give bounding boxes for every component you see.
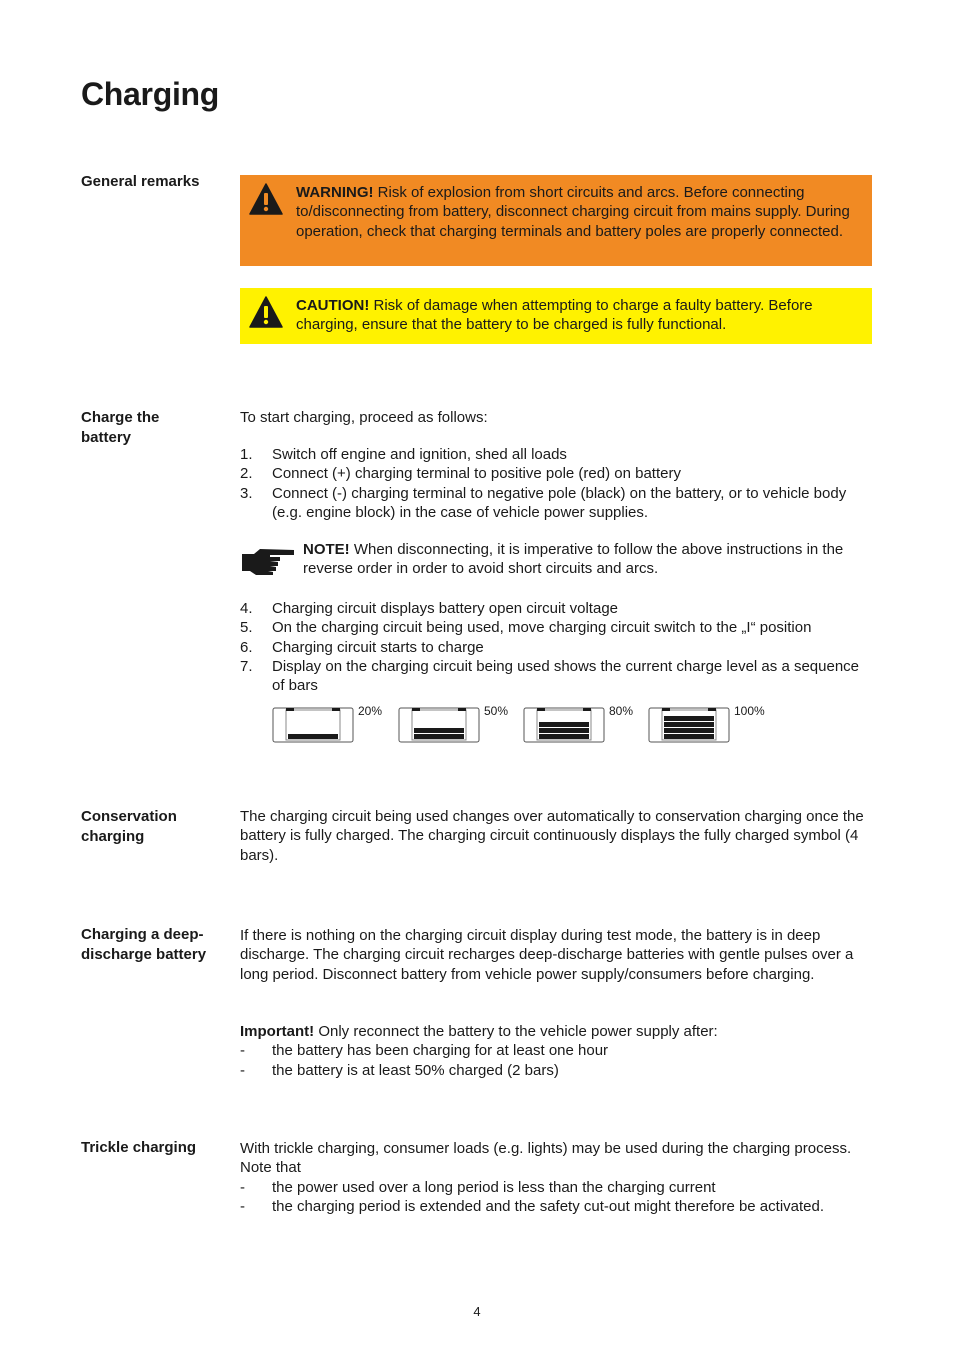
battery-terminal	[412, 708, 420, 711]
steps-list-b	[240, 599, 870, 695]
battery-icon	[398, 707, 480, 743]
caution-triangle-icon	[249, 296, 283, 328]
pointing-hand-icon	[240, 544, 296, 578]
warning-lead: WARNING!	[296, 184, 374, 201]
trickle-text: With trickle charging, consumer loads (e.g. lights) may be used during the charging process. Note that	[240, 1140, 852, 1177]
important-text: Only reconnect the battery to the vehicle power supply after:	[314, 1023, 718, 1040]
warning-text: Risk of explosion from short circuits and arcs. Before connecting to/disconnecting from battery, disconnect charging circuit from mains supply. During operation, check that charging terminals and battery poles are properly connected.	[296, 184, 850, 240]
battery-terminal	[286, 708, 294, 711]
charge-bar	[288, 734, 338, 739]
list-item: - the charging period is extended and the safety cut-out might therefore be activated.	[240, 1197, 825, 1215]
charge-bar	[664, 728, 714, 733]
list-item: 5. On the charging circuit being used, move charging circuit switch to the „I“ position	[240, 619, 812, 637]
steps-list-a	[240, 445, 870, 522]
battery-level-label: 20%	[358, 704, 383, 718]
charge-bar	[414, 734, 464, 739]
list-item: - the power used over a long period is less than the charging current	[240, 1178, 716, 1196]
battery-level-20	[272, 704, 392, 746]
caution-text: Risk of damage when attempting to charge a faulty battery. Before charging, ensure that the battery to be charged is fully functional.	[296, 297, 813, 334]
warning-triangle-icon	[249, 183, 283, 215]
section-label-charge: Charge the battery	[81, 409, 160, 446]
section-label-conservation: Conservation charging	[81, 808, 177, 845]
charge-level-icons	[272, 704, 832, 746]
battery-terminal	[537, 708, 545, 711]
caution-lead: CAUTION!	[296, 297, 370, 314]
note-lead: NOTE!	[303, 541, 350, 558]
charge-bar	[539, 722, 589, 727]
battery-level-50	[398, 704, 518, 746]
battery-level-label: 100%	[734, 704, 765, 718]
charge-bar	[664, 734, 714, 739]
battery-icon	[523, 707, 605, 743]
list-item: 4. Charging circuit displays battery open circuit voltage	[240, 600, 619, 617]
note-text: When disconnecting, it is imperative to follow the above instructions in the reverse order in order to avoid short circuits and arcs.	[303, 541, 844, 578]
note-block	[240, 540, 872, 579]
section-label-deep: Charging a deep-discharge battery	[81, 926, 207, 963]
battery-terminal	[583, 708, 591, 711]
charge-bar	[414, 728, 464, 733]
battery-terminal	[458, 708, 466, 711]
list-item: 6. Charging circuit starts to charge	[240, 638, 484, 656]
conservation-text: The charging circuit being used changes over automatically to conservation charging once the battery is fully charged. The charging circuit continuously displays the fully charged symbol (4 bars).	[240, 808, 864, 864]
battery-icon	[272, 707, 354, 743]
deep-text: If there is nothing on the charging circuit display during test mode, the battery is in deep discharge. The charging circuit recharges deep-discharge batteries with gentle pulses over a long period. Disconnect battery from vehicle power supply/consumers before charging.	[240, 927, 854, 983]
section-label-trickle: Trickle charging	[81, 1139, 197, 1156]
battery-level-100	[648, 704, 768, 746]
important-lead: Important!	[240, 1023, 315, 1040]
charge-bar	[664, 716, 714, 721]
charge-bar	[539, 734, 589, 739]
warning-box	[240, 175, 872, 266]
battery-terminal	[332, 708, 340, 711]
trickle-block	[240, 1139, 880, 1216]
list-item: - the battery has been charging for at least one hour	[240, 1042, 609, 1060]
caution-box	[240, 288, 872, 344]
list-item: 2. Connect (+) charging terminal to positive pole (red) on battery	[240, 465, 681, 483]
page-number: 4	[473, 1304, 481, 1319]
important-block	[240, 1022, 870, 1080]
list-item: 3. Connect (-) charging terminal to negative pole (black) on the battery, or to vehicle body (e.g. engine block) in the case of vehicle power supplies.	[240, 484, 847, 521]
section-label-general: General remarks	[81, 173, 200, 190]
charge-intro: To start charging, proceed as follows:	[240, 409, 488, 426]
battery-level-label: 80%	[609, 704, 634, 718]
list-item: - the battery is at least 50% charged (2 bars)	[240, 1061, 559, 1079]
battery-terminal	[662, 708, 670, 711]
list-item: 1. Switch off engine and ignition, shed all loads	[240, 446, 567, 463]
battery-level-80	[523, 704, 643, 746]
battery-terminal	[708, 708, 716, 711]
battery-icon	[648, 707, 730, 743]
list-item: 7. Display on the charging circuit being used shows the current charge level as a sequence of bars	[240, 657, 860, 695]
battery-level-label: 50%	[484, 704, 509, 718]
page-title: Charging	[81, 76, 220, 112]
charge-bar	[539, 728, 589, 733]
charge-bar	[664, 722, 714, 727]
